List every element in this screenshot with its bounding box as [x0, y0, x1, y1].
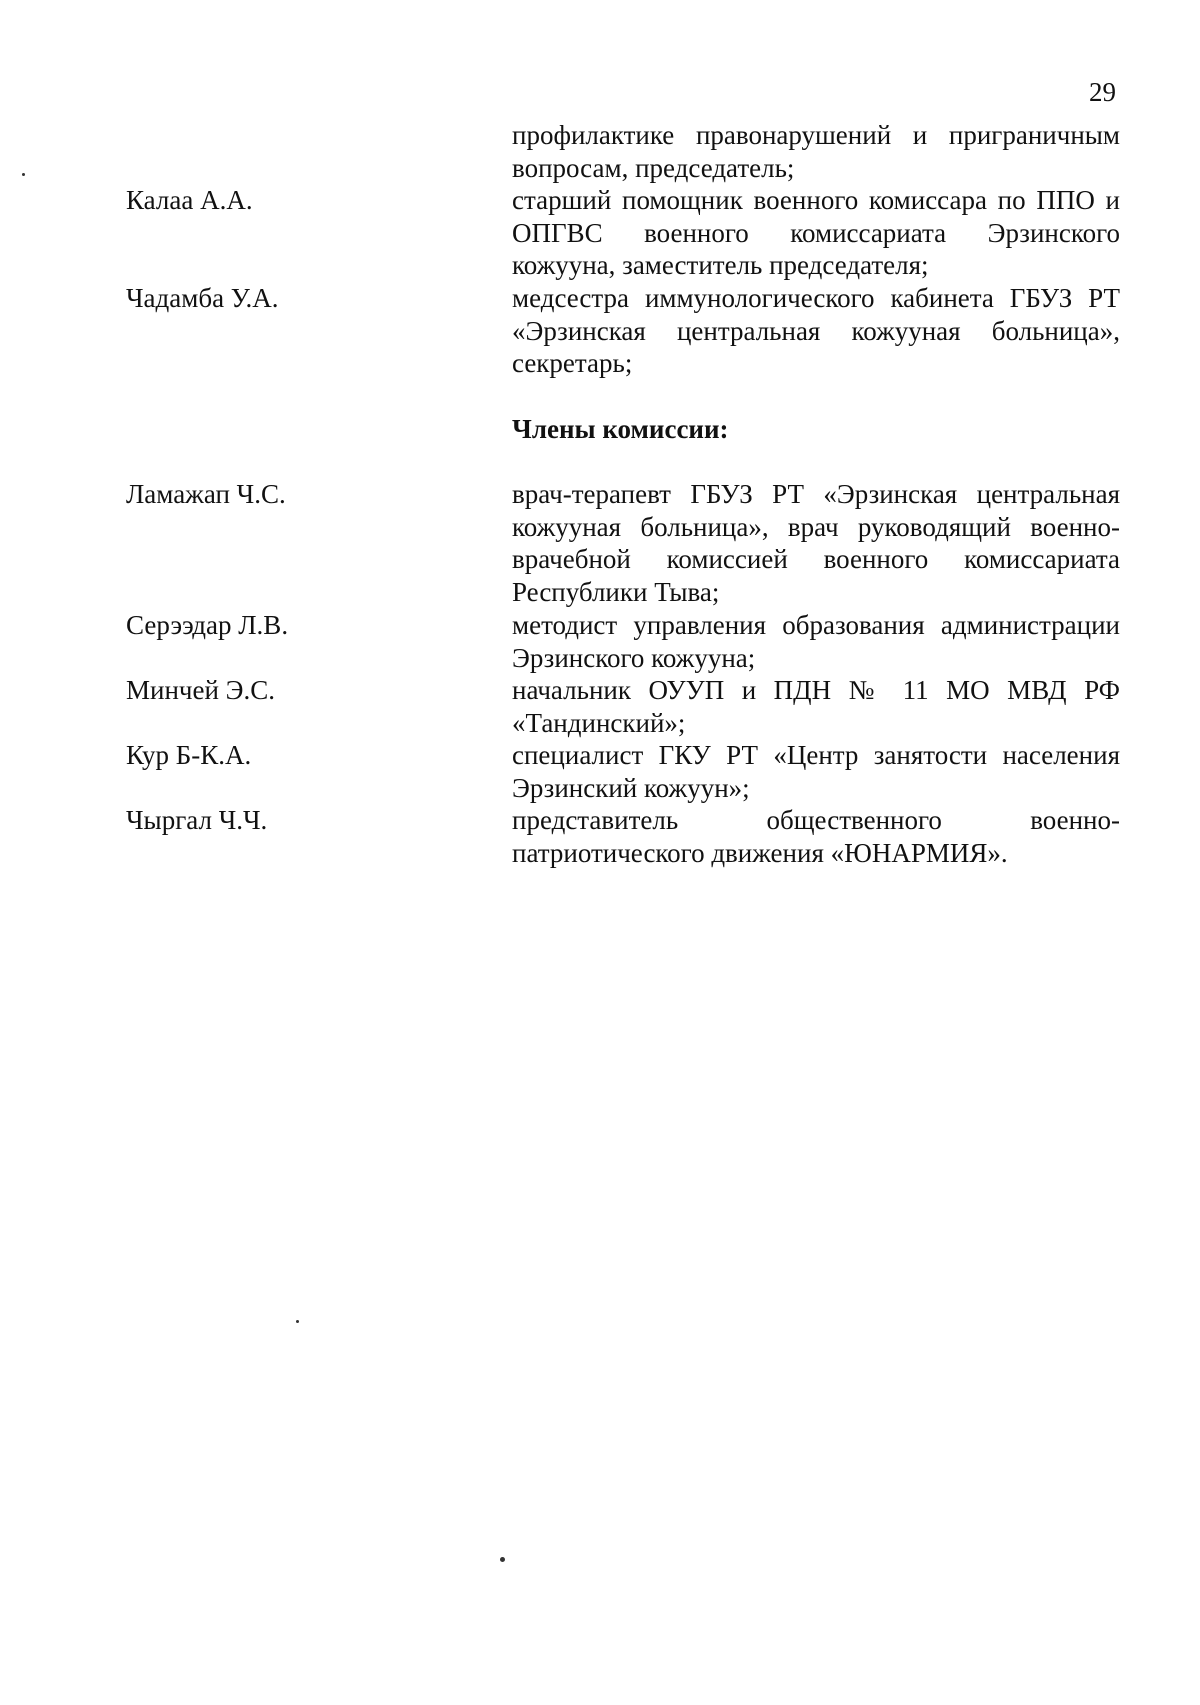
member-name: Минчей Э.С. — [126, 675, 276, 705]
member-name: Серээдар Л.В. — [126, 610, 289, 640]
scan-speck — [500, 1557, 505, 1562]
page-number: 29 — [1089, 77, 1116, 107]
leader-name: Калаа А.А. — [126, 185, 253, 215]
leader-role: медсестра иммунологического кабинета ГБУЗ РТ «Эрзинская центральная кожууная больница», секретарь; — [512, 283, 1120, 378]
member-role: начальник ОУУП и ПДН № 11 МО МВД РФ «Тандинский»; — [512, 675, 1120, 738]
members-heading: Члены комиссии: — [512, 414, 729, 444]
member-role: методист управления образования администрации Эрзинского кожууна; — [512, 610, 1120, 673]
scan-speck — [296, 1320, 299, 1323]
member-name: Кур Б-К.А. — [126, 740, 252, 770]
member-name: Чыргал Ч.Ч. — [126, 805, 268, 835]
scan-speck — [22, 173, 25, 176]
continuation-text: профилактике правонарушений и приграничным вопросам, председатель; — [512, 120, 1120, 183]
member-name: Ламажап Ч.С. — [126, 479, 286, 509]
leader-role: старший помощник военного комиссара по ППО и ОПГВС военного комиссариата Эрзинского кожууна, заместитель председателя; — [512, 185, 1120, 280]
member-role: представитель общественного военно-патриотического движения «ЮНАРМИЯ». — [512, 805, 1120, 868]
member-role: специалист ГКУ РТ «Центр занятости населения Эрзинский кожуун»; — [512, 740, 1120, 803]
member-role: врач-терапевт ГБУЗ РТ «Эрзинская центральная кожууная больница», врач руководящий военно-врачебной комиссией военного комиссариата Республики Тыва; — [512, 479, 1120, 607]
leader-name: Чадамба У.А. — [126, 283, 279, 313]
